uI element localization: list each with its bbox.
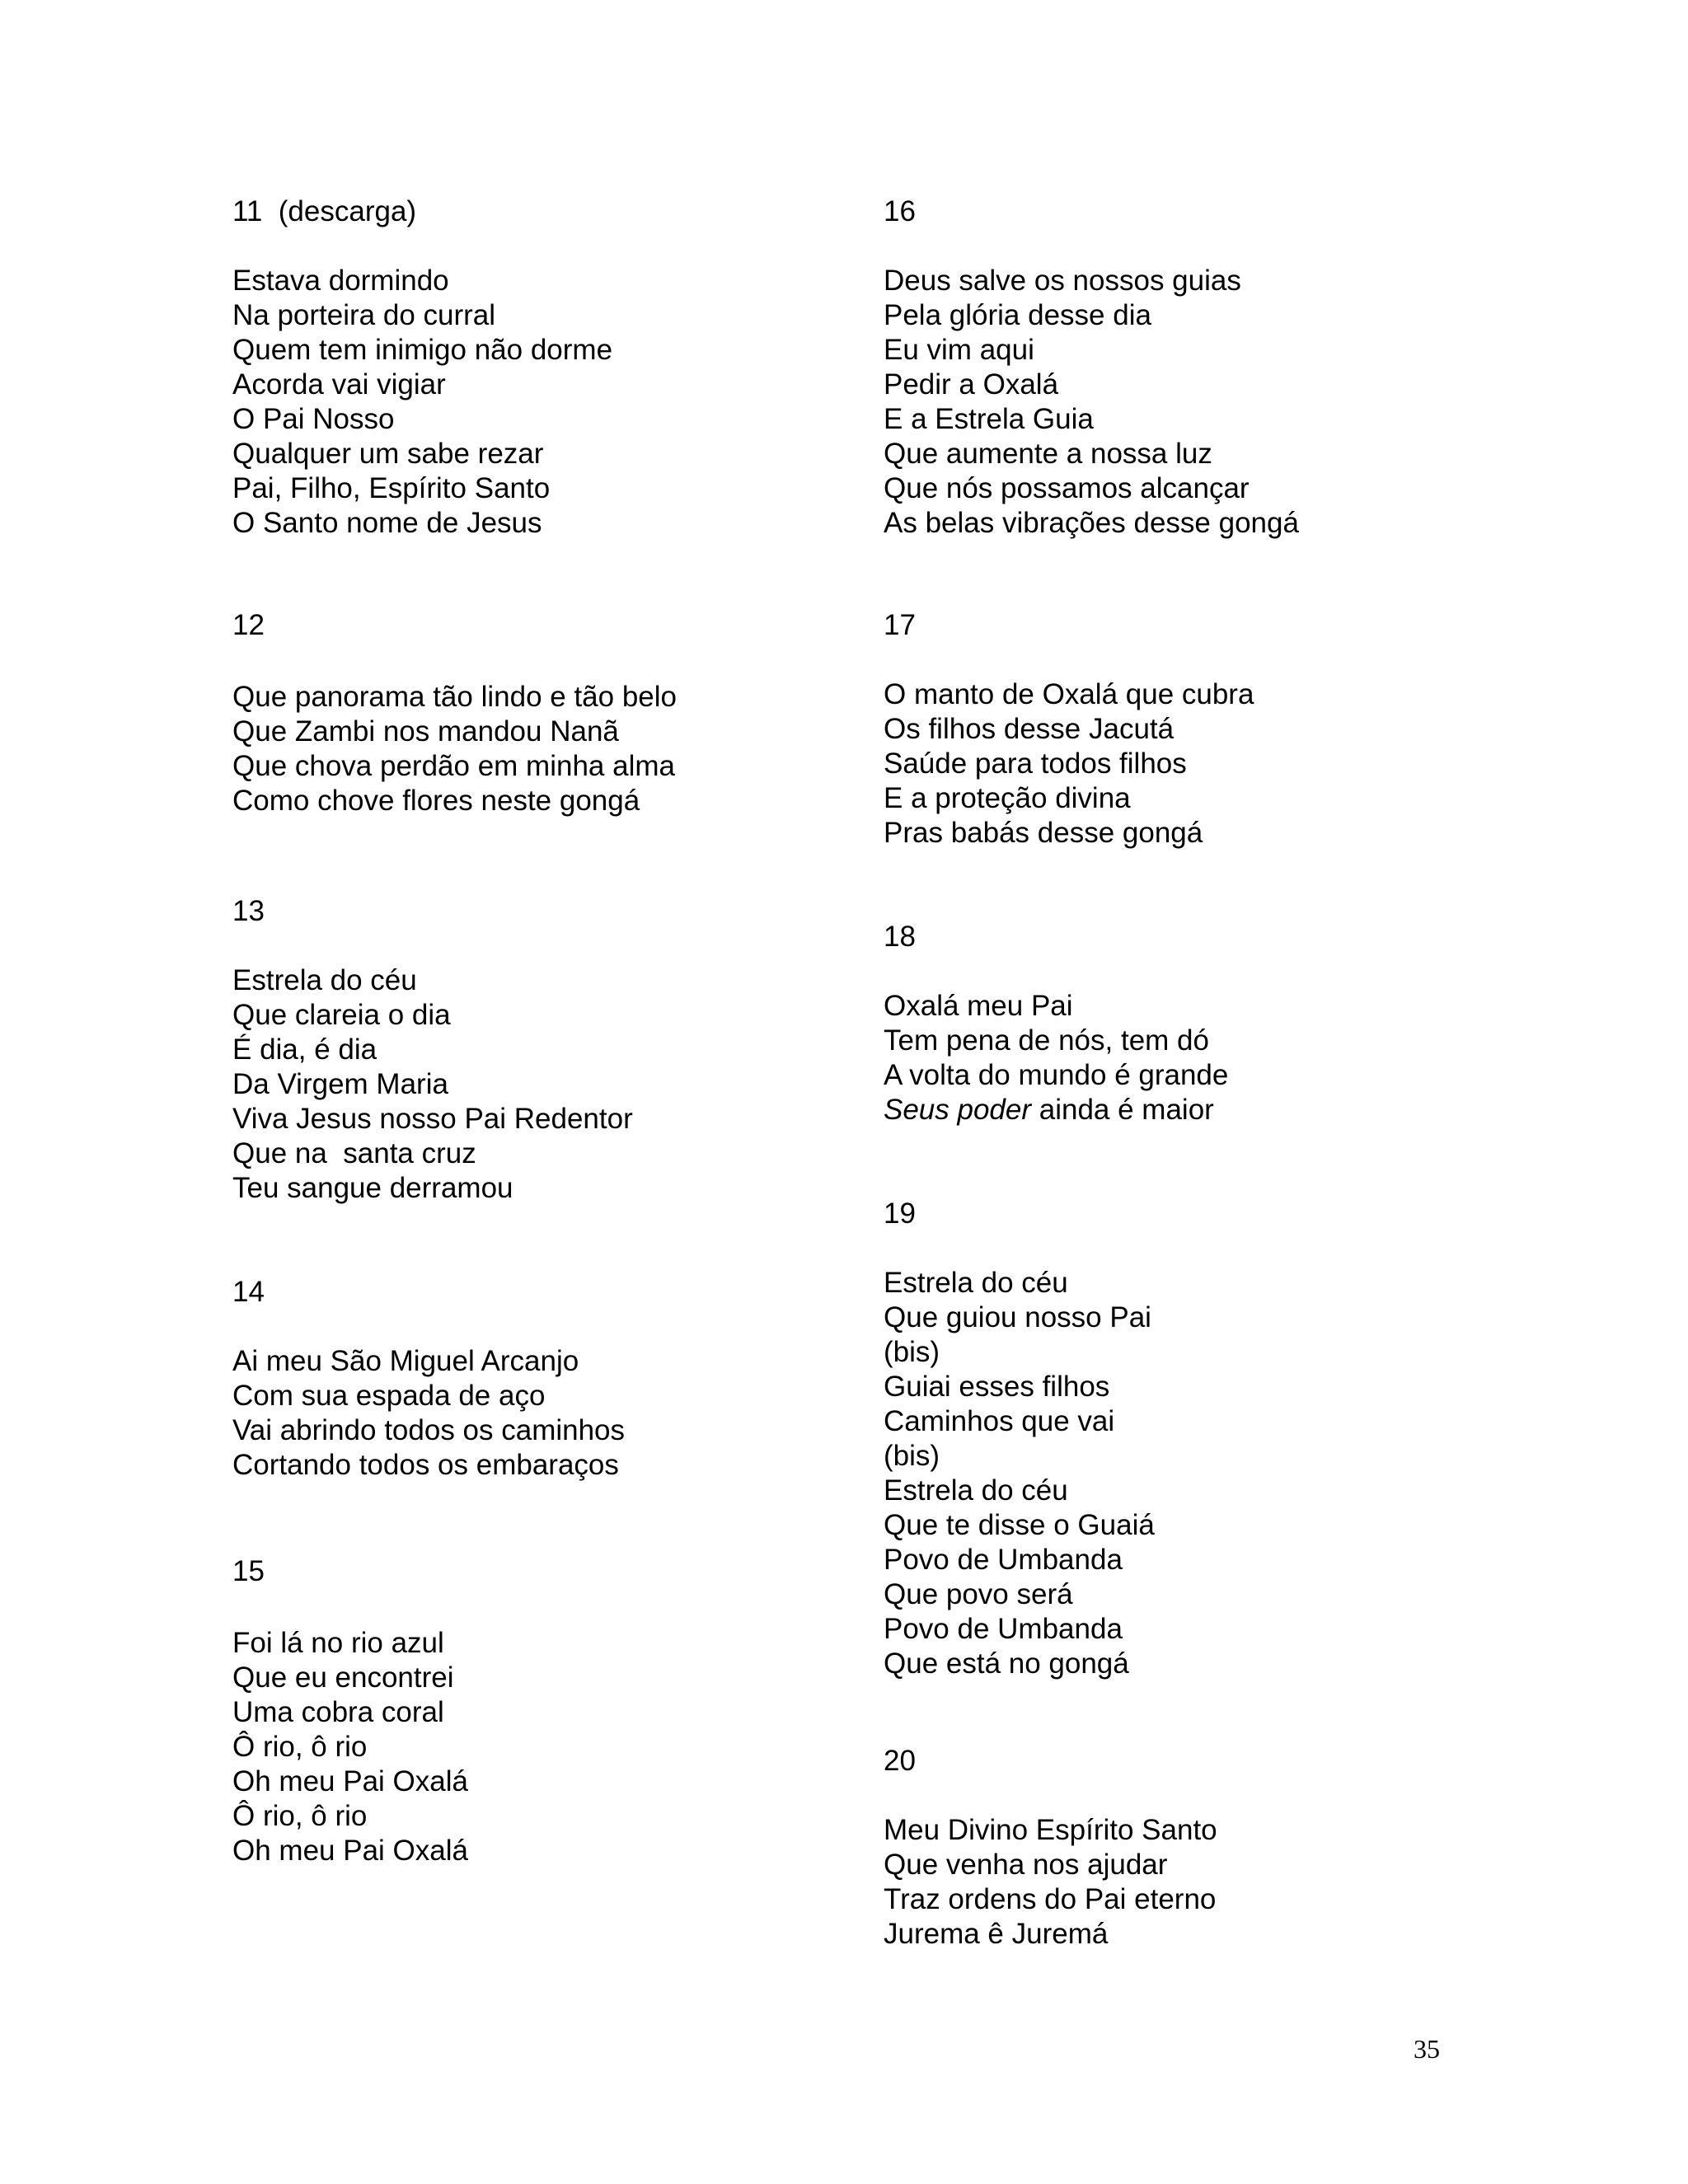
song-number: 14 (232, 1276, 265, 1308)
song-line: Estrela do céu (232, 964, 417, 996)
song-line: Traz ordens do Pai eterno (884, 1883, 1217, 1915)
song-number: 17 (884, 609, 916, 641)
song-line: Uma cobra coral (232, 1696, 444, 1728)
song-line: Oxalá meu Pai (884, 990, 1073, 1022)
song-lines (884, 264, 1526, 541)
song-lines (884, 1266, 1526, 1681)
song-line: Estrela do céu (884, 1474, 1068, 1507)
song-line: Oh meu Pai Oxalá (232, 1765, 468, 1797)
song-line: A volta do mundo é grande (884, 1059, 1229, 1091)
song-line: Guiai esses filhos (884, 1371, 1110, 1403)
song-line: Que venha nos ajudar (884, 1849, 1168, 1881)
song-17 (884, 608, 1526, 851)
song-number: 12 (232, 609, 265, 641)
song-line: Que clareia o dia (232, 999, 451, 1031)
song-line: Foi lá no rio azul (232, 1627, 444, 1659)
song-line: As belas vibrações desse gongá (884, 507, 1299, 539)
song-line: (bis) (884, 1440, 940, 1472)
song-line: Tem pena de nós, tem dó (884, 1024, 1209, 1057)
song-lines (232, 1626, 875, 1868)
song-13 (232, 894, 875, 1206)
song-line: Cortando todos os embaraços (232, 1449, 619, 1481)
song-line: O manto de Oxalá que cubra (884, 678, 1254, 710)
song-11 (232, 194, 875, 541)
song-16 (884, 194, 1526, 541)
song-lines (884, 1813, 1526, 1952)
song-lines (884, 677, 1526, 851)
song-line: Os filhos desse Jacutá (884, 713, 1175, 745)
song-line: Estrela do céu (884, 1267, 1068, 1299)
song-line: Pras babás desse gongá (884, 817, 1203, 849)
song-line: Acorda vai vigiar (232, 368, 446, 401)
song-line: Que aumente a nossa luz (884, 438, 1212, 470)
song-line: Quem tem inimigo não dorme (232, 334, 613, 366)
song-line: Da Virgem Maria (232, 1068, 448, 1100)
song-line: Vai abrindo todos os caminhos (232, 1414, 626, 1446)
song-20 (884, 1744, 1526, 1952)
song-line: E a proteção divina (884, 782, 1131, 814)
song-line: Que está no gongá (884, 1647, 1129, 1680)
song-line: Ô rio, ô rio (232, 1800, 368, 1832)
song-18 (884, 920, 1526, 1127)
italic-phrase: Seus poder (884, 1094, 1032, 1126)
song-line: O Santo nome de Jesus (232, 507, 542, 539)
song-line: Estava dormindo (232, 265, 449, 297)
song-12 (232, 608, 875, 818)
song-line: Que Zambi nos mandou Nanã (232, 715, 619, 748)
line-rest: ainda é maior (1031, 1094, 1214, 1126)
song-line: Povo de Umbanda (884, 1613, 1123, 1645)
song-line: Qualquer um sabe rezar (232, 438, 544, 470)
song-line: Que guiou nosso Pai (884, 1301, 1151, 1333)
song-14 (232, 1275, 875, 1483)
song-line: Que te disse o Guaiá (884, 1509, 1155, 1541)
song-line: Com sua espada de aço (232, 1380, 546, 1412)
song-line: Pedir a Oxalá (884, 368, 1059, 401)
song-line: Que panorama tão lindo e tão belo (232, 681, 677, 713)
song-line: Viva Jesus nosso Pai Redentor (232, 1103, 633, 1135)
song-line: Jurema ê Juremá (884, 1918, 1109, 1950)
song-lines (232, 963, 875, 1206)
song-line: Que chova perdão em minha alma (232, 750, 675, 782)
song-line: Teu sangue derramou (232, 1172, 513, 1204)
song-line: Meu Divino Espírito Santo (884, 1814, 1217, 1846)
song-line: Povo de Umbanda (884, 1544, 1123, 1576)
song-15 (232, 1554, 875, 1868)
song-number: 11 (descarga) (232, 195, 417, 227)
song-line: Ô rio, ô rio (232, 1731, 368, 1763)
song-line: Eu vim aqui (884, 334, 1034, 366)
song-line: Oh meu Pai Oxalá (232, 1835, 468, 1867)
song-number: 20 (884, 1745, 916, 1777)
song-line: Pela glória desse dia (884, 299, 1151, 331)
song-number: 15 (232, 1555, 265, 1587)
song-number: 16 (884, 195, 916, 227)
song-line: É dia, é dia (232, 1033, 377, 1066)
song-lines (232, 264, 875, 541)
song-lines (232, 1344, 875, 1483)
song-line: Ai meu São Miguel Arcanjo (232, 1345, 579, 1377)
song-line-mixed (884, 1093, 1526, 1127)
song-line: Na porteira do curral (232, 299, 496, 331)
song-line: E a Estrela Guia (884, 403, 1094, 435)
song-number: 18 (884, 921, 916, 953)
song-line: Que nós possamos alcançar (884, 472, 1250, 504)
song-line: Saúde para todos filhos (884, 748, 1187, 780)
song-line: Que eu encontrei (232, 1661, 454, 1694)
song-line: Caminhos que vai (884, 1405, 1115, 1437)
song-line: Como chove flores neste gongá (232, 785, 640, 817)
song-lines (884, 989, 1526, 1127)
song-line: Deus salve os nossos guias (884, 265, 1241, 297)
song-line: Pai, Filho, Espírito Santo (232, 472, 551, 504)
song-number: 13 (232, 895, 265, 927)
page-number: 35 (1414, 2034, 1440, 2064)
song-line: Que povo será (884, 1578, 1073, 1610)
song-line: Que na santa cruz (232, 1137, 476, 1169)
song-line: (bis) (884, 1336, 940, 1368)
song-line: O Pai Nosso (232, 403, 395, 435)
song-number: 19 (884, 1197, 916, 1230)
song-19 (884, 1197, 1526, 1681)
song-lines (232, 680, 875, 818)
